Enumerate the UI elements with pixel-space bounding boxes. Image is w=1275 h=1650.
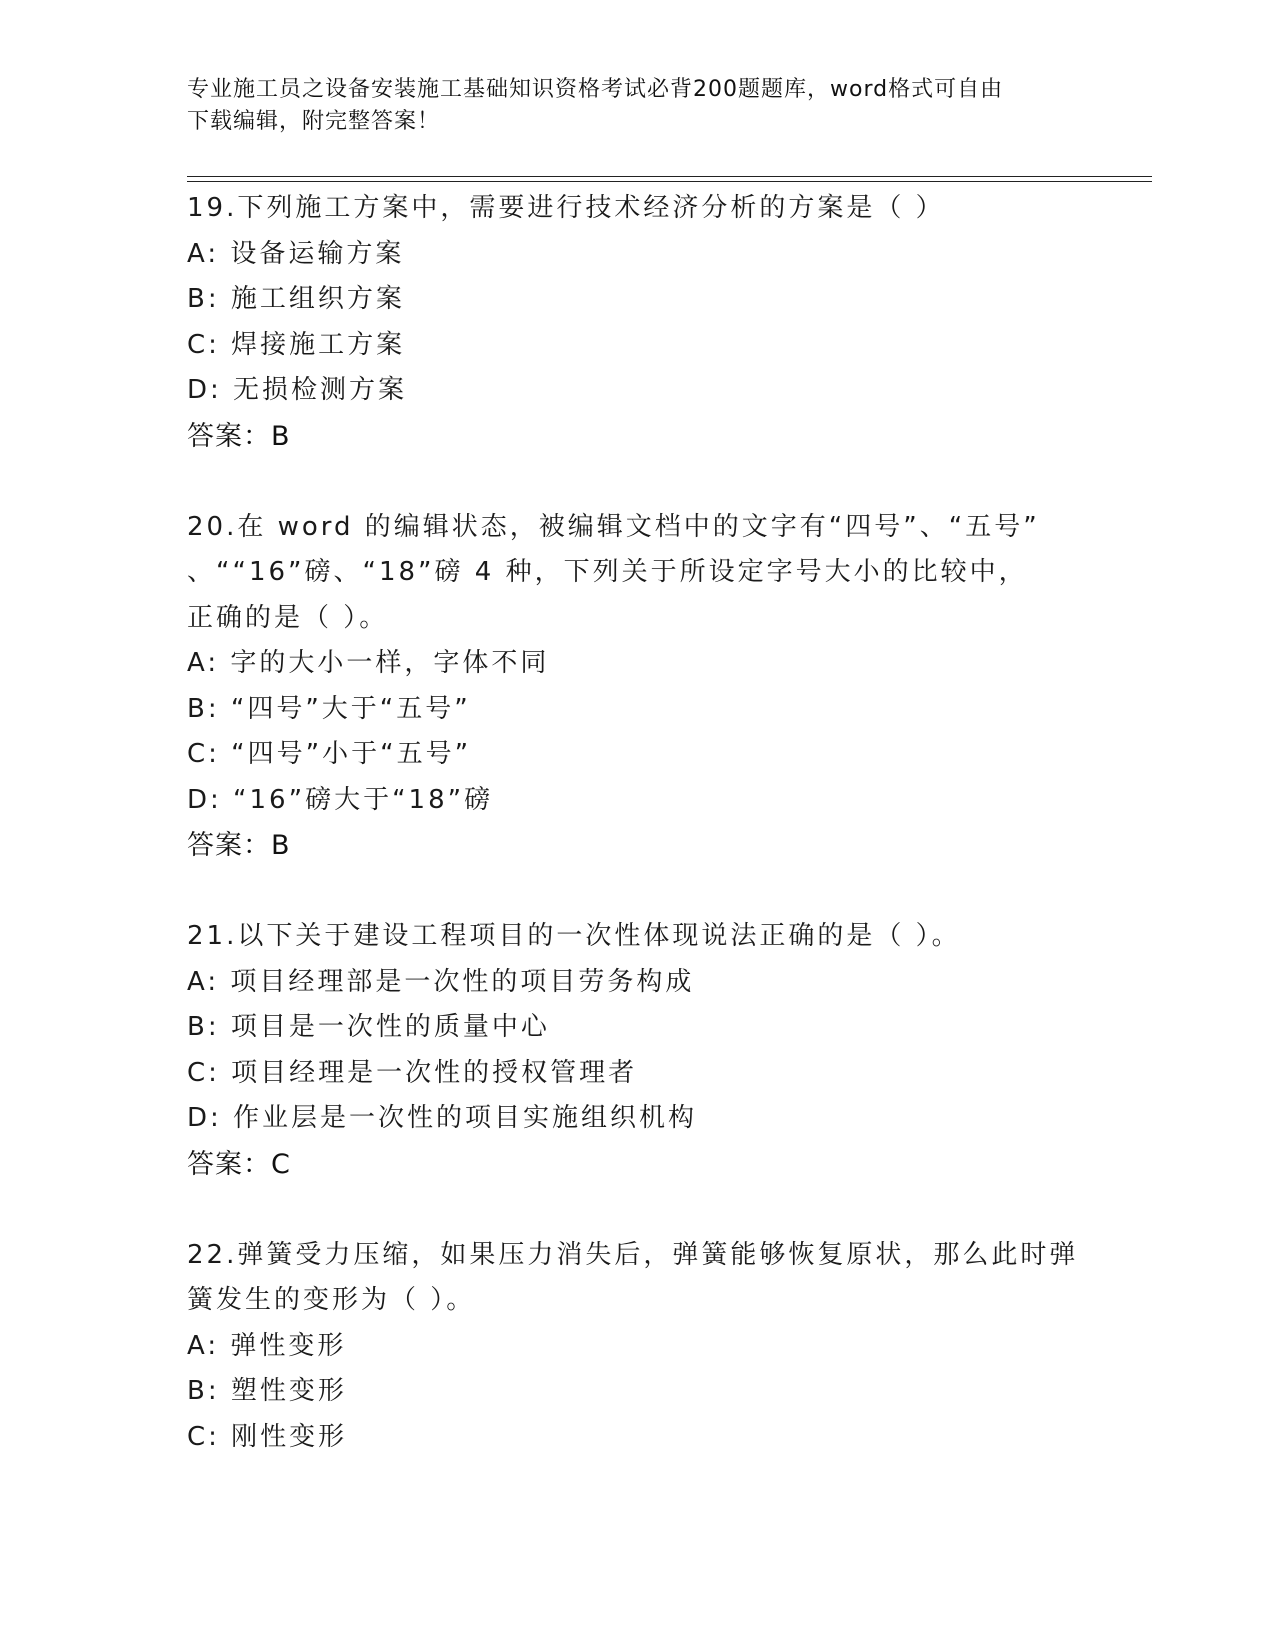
question-block — [187, 505, 1117, 869]
answer: 答案：B — [187, 420, 291, 452]
question-stem: 正确的是（ ）。 — [187, 602, 389, 633]
option-d: D: 无损检测方案 — [187, 375, 408, 405]
option-b: B: 项目是一次性的质量中心 — [187, 1012, 550, 1042]
option-a: A: 设备运输方案 — [187, 238, 405, 269]
document-header — [187, 74, 1087, 138]
option-c: C: 焊接施工方案 — [187, 329, 406, 360]
question-block — [187, 914, 1117, 1187]
option-c: C: 项目经理是一次性的授权管理者 — [187, 1057, 638, 1088]
header-line-1: 专业施工员之设备安装施工基础知识资格考试必背200题题库，word格式可自由 — [187, 77, 1004, 102]
option-d: D: “16”磅大于“18”磅 — [187, 784, 494, 815]
answer: 答案：C — [187, 1148, 291, 1180]
option-c: C: “四号”小于“五号” — [187, 739, 472, 769]
header-line-2: 下载编辑，附完整答案！ — [187, 109, 441, 134]
option-d: D: 作业层是一次性的项目实施组织机构 — [187, 1103, 698, 1133]
question-stem: 19.下列施工方案中，需要进行技术经济分析的方案是（ ） — [187, 193, 945, 223]
question-stem: 22.弹簧受力压缩，如果压力消失后，弹簧能够恢复原状，那么此时弹 — [187, 1239, 1079, 1270]
option-b: B: “四号”大于“五号” — [187, 693, 471, 724]
option-a: A: 弹性变形 — [187, 1330, 347, 1361]
option-c: C: 刚性变形 — [187, 1421, 348, 1452]
question-block — [187, 186, 1117, 459]
option-b: B: 塑性变形 — [187, 1376, 347, 1406]
question-stem: 21.以下关于建设工程项目的一次性体现说法正确的是（ ）。 — [187, 921, 961, 951]
answer: 答案：B — [187, 830, 291, 861]
option-a: A: 项目经理部是一次性的项目劳务构成 — [187, 966, 695, 997]
question-stem: 簧发生的变形为（ ）。 — [187, 1285, 476, 1315]
question-stem: 20.在 word 的编辑状态，被编辑文档中的文字有“四号”、“五号” — [187, 511, 1040, 542]
option-a: A: 字的大小一样，字体不同 — [187, 648, 550, 678]
question-stem: 、““16”磅、“18”磅 4 种，下列关于所设定字号大小的比较中， — [187, 557, 1028, 587]
header-divider-bottom — [187, 181, 1152, 182]
header-divider-top — [187, 176, 1152, 177]
questions-list — [187, 186, 1117, 1460]
option-b: B: 施工组织方案 — [187, 284, 405, 314]
question-block — [187, 1233, 1117, 1461]
